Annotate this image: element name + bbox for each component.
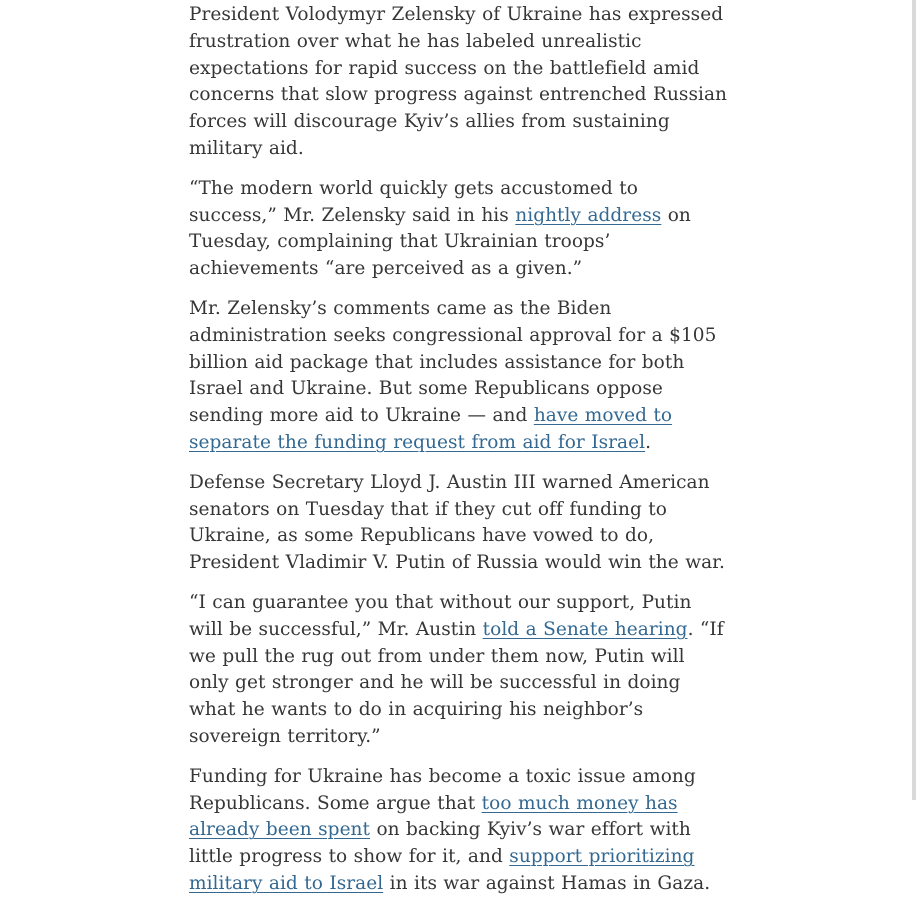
article-link[interactable]: nightly address	[515, 204, 662, 226]
paragraph-text: “The modern world quickly gets accustomed to success,” Mr. Zelensky said in his	[189, 177, 638, 226]
article-paragraph	[189, 296, 729, 457]
paragraph-text: in its war against Hamas in Gaza.	[383, 872, 711, 894]
paragraph-text: Defense Secretary Lloyd J. Austin III warned American senators on Tuesday that if they cut off funding to Ukraine, as some Republicans have vowed to do, President Vladimir V. Putin of Russia would win the war.	[189, 471, 725, 574]
article-paragraph	[189, 176, 729, 283]
paragraph-text: Mr. Zelensky’s comments came as the Biden administration seeks congressional approval for a $105 billion aid package that includes assistance for both Israel and Ukraine. But some Republicans oppose sending more aid to Ukraine — and	[189, 297, 717, 427]
article-body	[189, 2, 729, 911]
paragraph-text: President Volodymyr Zelensky of Ukraine has expressed frustration over what he has labeled unrealistic expectations for rapid success on the battlefield amid concerns that slow progress against entrenched Russian forces will discourage Kyiv’s allies from sustaining military aid.	[189, 4, 728, 159]
article-link[interactable]: have moved to separate the funding request from aid for Israel	[189, 405, 673, 453]
article-paragraph	[189, 764, 729, 898]
scrollbar-track[interactable]	[912, 0, 916, 800]
paragraph-text: on Tuesday, complaining that Ukrainian troops’ achievements “are perceived as a given.”	[189, 204, 691, 280]
paragraph-text: “I can guarantee you that without our support, Putin will be successful,” Mr. Austin	[189, 591, 692, 640]
article-link[interactable]: support prioritizing military aid to Israel	[189, 846, 695, 894]
paragraph-text: . “If we pull the rug out from under them now, Putin will only get stronger and he will be successful in doing what he wants to do in acquiring his neighbor’s sovereign territory.”	[189, 618, 724, 747]
article-paragraph	[189, 2, 729, 163]
article-paragraph	[189, 590, 729, 751]
article-paragraph	[189, 470, 729, 577]
article-link[interactable]: told a Senate hearing	[482, 618, 688, 640]
paragraph-text: .	[645, 431, 652, 453]
paragraph-text: on backing Kyiv’s war effort with little progress to show for it, and	[189, 819, 691, 868]
article-link[interactable]: too much money has already been spent	[189, 792, 678, 841]
paragraph-text: Funding for Ukraine has become a toxic issue among Republicans. Some argue that	[189, 765, 696, 814]
